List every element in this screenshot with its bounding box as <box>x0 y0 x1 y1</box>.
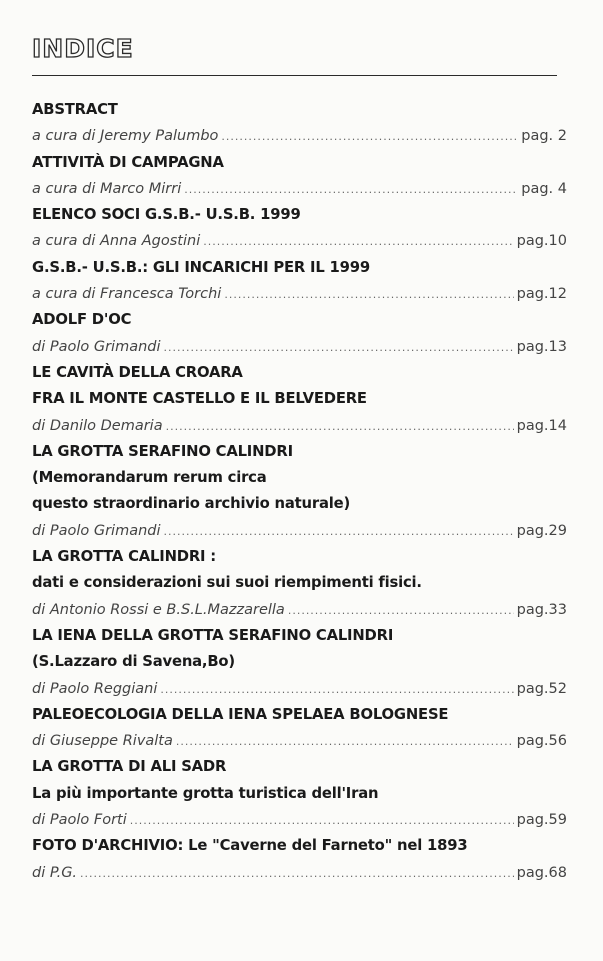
entry-title: LA GROTTA DI ALI SADR <box>32 758 227 776</box>
dot-leader <box>184 177 518 203</box>
toc-entry <box>32 439 567 544</box>
entry-author: di Paolo Forti <box>32 812 127 829</box>
toc-entry <box>32 833 567 886</box>
toc-entry <box>32 150 567 203</box>
entry-page: pag. 4 <box>521 180 567 197</box>
entry-author: a cura di Francesca Torchi <box>32 286 222 303</box>
entry-title: LA IENA DELLA GROTTA SERAFINO CALINDRI <box>32 626 394 644</box>
entry-title: FRA IL MONTE CASTELLO E IL BELVEDERE <box>32 390 367 408</box>
entry-author-line <box>32 676 567 702</box>
entry-page: pag.10 <box>516 233 567 250</box>
entry-title: ADOLF D'OC <box>32 311 132 329</box>
entry-page: pag.29 <box>516 522 567 539</box>
entry-title: LA GROTTA SERAFINO CALINDRI <box>32 442 293 460</box>
entry-title: PALEOECOLOGIA DELLA IENA SPELAEA BOLOGNESE <box>32 705 449 723</box>
dot-leader <box>130 808 514 834</box>
entry-page: pag.13 <box>516 338 567 355</box>
entry-author: di Paolo Reggiani <box>32 680 158 697</box>
entry-author-line <box>32 860 567 886</box>
dot-leader <box>164 519 514 545</box>
toc-entry <box>32 202 567 255</box>
entry-title: FOTO D'ARCHIVIO: Le "Caverne del Farneto" nel 1893 <box>32 837 468 855</box>
entry-page: pag.59 <box>516 812 567 829</box>
entry-title: LA GROTTA CALINDRI : <box>32 548 217 566</box>
entry-author: a cura di Jeremy Palumbo <box>32 128 219 145</box>
entry-page: pag.68 <box>516 864 567 881</box>
toc-entry <box>32 623 567 702</box>
entry-page: pag.52 <box>516 680 567 697</box>
dot-leader <box>80 861 514 887</box>
entry-page: pag.56 <box>516 733 567 750</box>
toc-entry <box>32 360 567 439</box>
toc-entry <box>32 307 567 360</box>
entry-author-line <box>32 413 567 439</box>
toc-entry <box>32 544 567 623</box>
entry-author-line <box>32 281 567 307</box>
entry-title: (Memorandarum rerum circa <box>32 469 267 487</box>
entry-author: di Antonio Rossi e B.S.L.Mazzarella <box>32 601 285 618</box>
entry-author: di Danilo Demaria <box>32 417 163 434</box>
entry-title: (S.Lazzaro di Savena,Bo) <box>32 653 235 671</box>
entry-author-line <box>32 597 567 623</box>
entry-author: di P.G. <box>32 864 78 881</box>
entry-title: ABSTRACT <box>32 101 118 118</box>
toc-entry <box>32 97 567 150</box>
entry-author: di Giuseppe Rivalta <box>32 733 173 750</box>
entry-author: di Paolo Grimandi <box>32 522 161 539</box>
entry-title: questo straordinario archivio naturale) <box>32 495 351 513</box>
toc-entry <box>32 255 567 308</box>
dot-leader <box>176 729 514 755</box>
entry-title: La più importante grotta turistica dell'Iran <box>32 784 379 802</box>
entry-author-line <box>32 176 567 202</box>
dot-leader <box>160 677 513 703</box>
entry-author-line <box>32 334 567 360</box>
entry-author: a cura di Marco Mirri <box>32 180 182 197</box>
entry-author-line <box>32 807 567 833</box>
dot-leader <box>288 598 514 624</box>
entry-title: G.S.B.- U.S.B.: GLI INCARICHI PER IL 1999 <box>32 258 370 276</box>
entry-title: ATTIVITÀ DI CAMPAGNA <box>32 153 224 171</box>
entry-author: di Paolo Grimandi <box>32 338 161 355</box>
entry-page: pag.14 <box>516 417 567 434</box>
entry-title: dati e considerazioni sui suoi riempimenti fisici. <box>32 574 422 592</box>
table-of-contents <box>32 97 567 886</box>
dot-leader <box>164 335 514 361</box>
toc-entry <box>32 754 567 833</box>
entry-page: pag.12 <box>516 286 567 303</box>
dot-leader <box>224 282 513 308</box>
entry-author-line <box>32 123 567 149</box>
toc-entry <box>32 702 567 755</box>
dot-leader <box>203 229 513 255</box>
entry-page: pag.33 <box>516 601 567 618</box>
page-title: INDICE <box>32 34 134 63</box>
title-divider <box>32 75 557 76</box>
entry-author-line <box>32 518 567 544</box>
dot-leader <box>221 124 518 150</box>
dot-leader <box>166 414 514 440</box>
entry-title: ELENCO SOCI G.S.B.- U.S.B. 1999 <box>32 206 301 224</box>
entry-author-line <box>32 728 567 754</box>
entry-author: a cura di Anna Agostini <box>32 233 201 250</box>
entry-title: LE CAVITÀ DELLA CROARA <box>32 363 243 381</box>
entry-author-line <box>32 228 567 254</box>
entry-page: pag. 2 <box>521 128 567 145</box>
